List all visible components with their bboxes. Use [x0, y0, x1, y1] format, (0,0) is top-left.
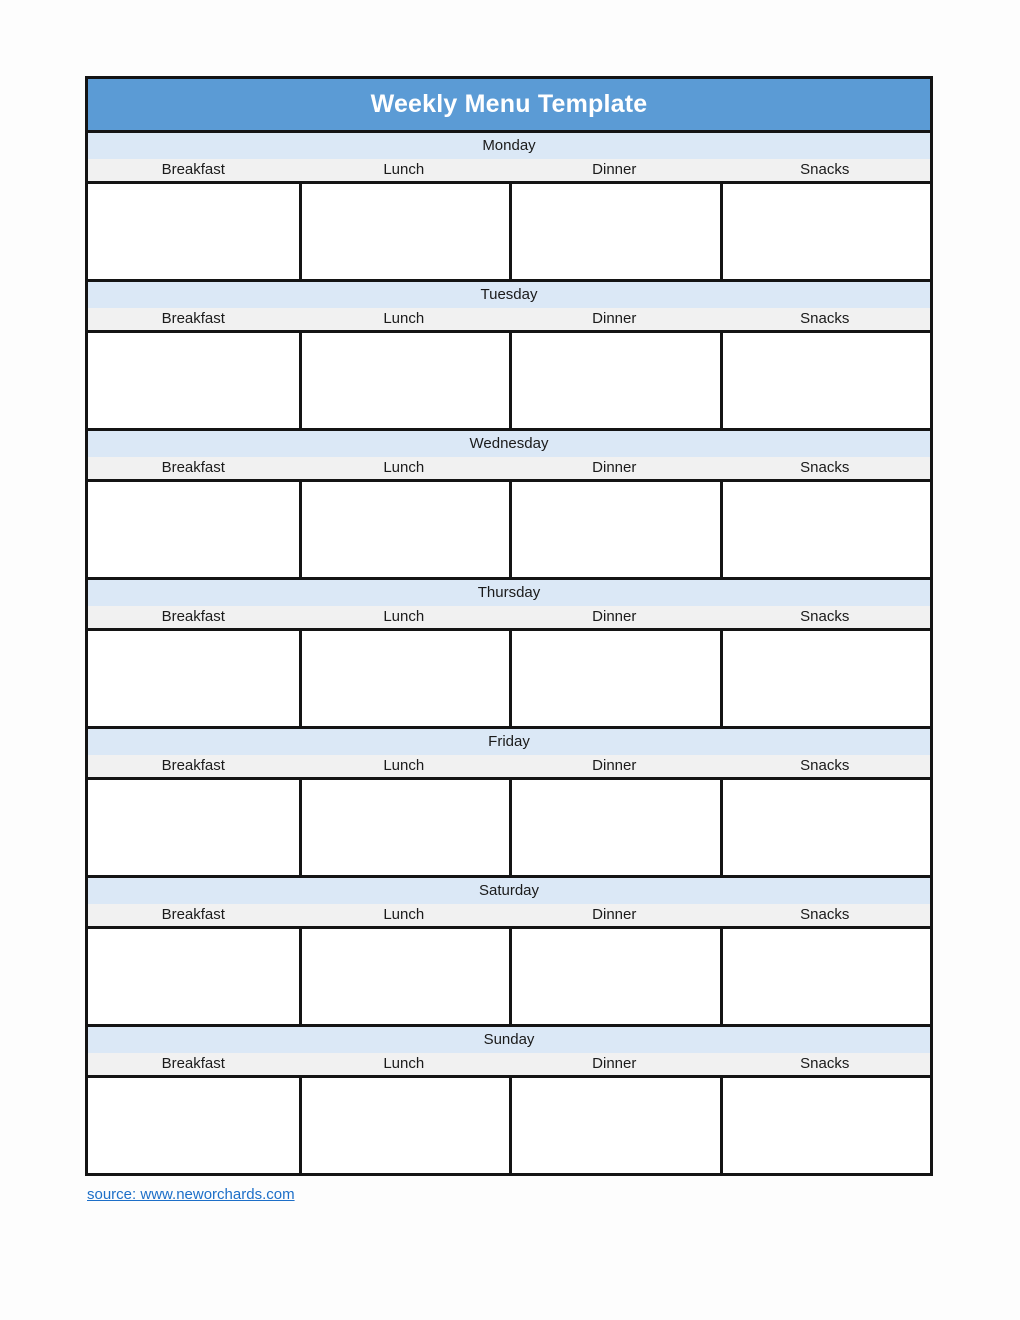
menu-cell: [299, 780, 510, 875]
day-block: [88, 580, 930, 729]
menu-cell: [720, 184, 931, 279]
menu-entry-row: [88, 628, 930, 729]
menu-cell: [720, 929, 931, 1024]
column-header-row: [88, 1053, 930, 1075]
column-header: Dinner: [592, 757, 637, 774]
menu-cell: [88, 184, 299, 279]
column-header: Breakfast: [161, 310, 225, 327]
menu-cell: [509, 333, 720, 428]
column-header-row: [88, 308, 930, 330]
day-block: [88, 1027, 930, 1173]
column-header: Snacks: [800, 459, 850, 476]
menu-cell: [509, 184, 720, 279]
menu-cell: [299, 631, 510, 726]
column-header-row: [88, 606, 930, 628]
menu-entry-row: [88, 926, 930, 1027]
menu-cell: [720, 631, 931, 726]
menu-cell: [88, 482, 299, 577]
day-block: [88, 431, 930, 580]
column-header: Snacks: [800, 608, 850, 625]
column-header: Breakfast: [161, 1055, 225, 1072]
column-header: Lunch: [383, 906, 425, 923]
menu-cell: [509, 482, 720, 577]
day-block: [88, 729, 930, 878]
column-header: Dinner: [592, 459, 637, 476]
menu-entry-row: [88, 330, 930, 431]
column-header: Dinner: [592, 161, 637, 178]
column-header-row: [88, 457, 930, 479]
column-header: Lunch: [383, 757, 425, 774]
menu-cell: [88, 780, 299, 875]
source-link[interactable]: source: www.neworchards.com: [87, 1186, 295, 1203]
menu-cell: [88, 1078, 299, 1173]
menu-cell: [299, 929, 510, 1024]
menu-entry-row: [88, 479, 930, 580]
day-name-header: Friday: [88, 729, 930, 755]
column-header: Breakfast: [161, 906, 225, 923]
column-header: Dinner: [592, 906, 637, 923]
column-header: Breakfast: [161, 757, 225, 774]
column-header: Lunch: [383, 161, 425, 178]
column-header: Lunch: [383, 1055, 425, 1072]
menu-cell: [720, 780, 931, 875]
column-header: Snacks: [800, 1055, 850, 1072]
column-header: Lunch: [383, 459, 425, 476]
weekly-menu-table: [85, 76, 933, 1176]
column-header: Dinner: [592, 1055, 637, 1072]
column-header: Snacks: [800, 310, 850, 327]
column-header: Lunch: [383, 310, 425, 327]
menu-cell: [720, 1078, 931, 1173]
menu-cell: [509, 1078, 720, 1173]
menu-cell: [299, 333, 510, 428]
menu-cell: [509, 631, 720, 726]
column-header: Lunch: [383, 608, 425, 625]
menu-cell: [299, 1078, 510, 1173]
day-name-header: Tuesday: [88, 282, 930, 308]
menu-cell: [88, 929, 299, 1024]
menu-cell: [88, 631, 299, 726]
day-blocks-container: [88, 133, 930, 1173]
day-name-header: Monday: [88, 133, 930, 159]
day-name-header: Wednesday: [88, 431, 930, 457]
menu-cell: [88, 333, 299, 428]
day-block: [88, 133, 930, 282]
day-name-header: Sunday: [88, 1027, 930, 1053]
menu-cell: [299, 482, 510, 577]
column-header: Breakfast: [161, 459, 225, 476]
menu-cell: [720, 482, 931, 577]
day-block: [88, 878, 930, 1027]
column-header-row: [88, 755, 930, 777]
column-header: Breakfast: [161, 161, 225, 178]
menu-cell: [299, 184, 510, 279]
menu-cell: [509, 780, 720, 875]
table-title: Weekly Menu Template: [88, 79, 930, 133]
menu-entry-row: [88, 181, 930, 282]
day-name-header: Thursday: [88, 580, 930, 606]
column-header: Dinner: [592, 310, 637, 327]
menu-cell: [509, 929, 720, 1024]
column-header: Snacks: [800, 757, 850, 774]
column-header: Dinner: [592, 608, 637, 625]
day-block: [88, 282, 930, 431]
column-header-row: [88, 904, 930, 926]
menu-cell: [720, 333, 931, 428]
menu-entry-row: [88, 777, 930, 878]
column-header: Snacks: [800, 161, 850, 178]
column-header: Breakfast: [161, 608, 225, 625]
menu-entry-row: [88, 1075, 930, 1173]
day-name-header: Saturday: [88, 878, 930, 904]
column-header-row: [88, 159, 930, 181]
column-header: Snacks: [800, 906, 850, 923]
